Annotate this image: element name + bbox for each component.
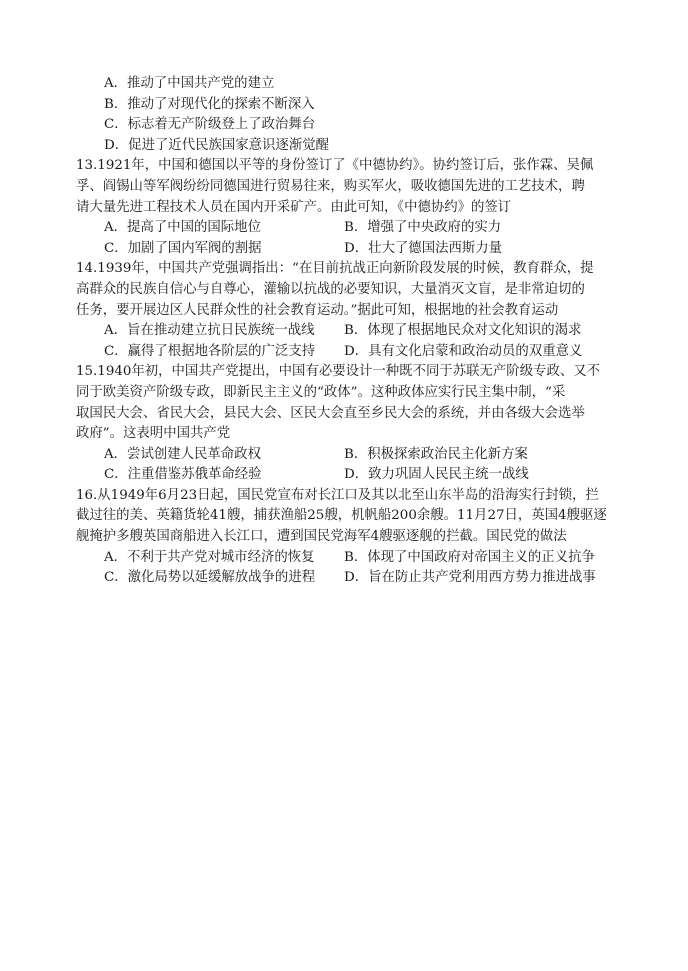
question-stem-line (0, 404, 688, 425)
question-stem-line (0, 301, 688, 322)
option-row (0, 342, 688, 363)
question-stem-line (0, 486, 688, 507)
option-text: B．推动了对现代化的探索不断深入 (104, 96, 315, 112)
option-b: B．体现了根据地民众对文化知识的渴求 (344, 323, 582, 339)
question-stem-line (0, 177, 688, 198)
question-stem-line (0, 280, 688, 301)
stem-text: 舰掩护多艘英国商船进入长江口，遭到国民党海军4艘驱逐舰的拦截。国民党的做法 (76, 529, 567, 545)
option-row (0, 445, 688, 466)
option-text: D．促进了近代民族国家意识逐渐觉醒 (104, 137, 329, 153)
option-b: B．增强了中央政府的实力 (344, 220, 502, 236)
option-b: B．积极探索政治民主化新方案 (344, 446, 528, 462)
question-13 (0, 156, 688, 259)
stem-text: 同于欧美资产阶级专政，即新民主主义的“政体”。这种政体应实行民主集中制，“采 (76, 384, 566, 400)
stem-text: 孚、阎锡山等军阀纷纷同德国进行贸易往来，购买军火，吸收德国先进的工艺技术，聘 (76, 178, 585, 194)
option-row (0, 218, 688, 239)
question-stem-line (0, 156, 688, 177)
exam-content (0, 74, 688, 589)
stem-text: 请大量先进工程技术人员在国内开采矿产。由此可知，《中德协约》的签订 (76, 199, 512, 215)
q12-option-b (0, 95, 688, 116)
question-stem-line (0, 383, 688, 404)
stem-text: 15.1940年初，中国共产党提出，中国有必要设计一种既不同于苏联无产阶级专政、又不 (76, 364, 601, 380)
stem-text: 取国民大会、省民大会，县民大会、区民大会直至乡民大会的系统，并由各级大会选举 (76, 405, 585, 421)
option-b: B．体现了中国政府对帝国主义的正义抗争 (344, 549, 595, 565)
option-row (0, 548, 688, 569)
question-14 (0, 259, 688, 362)
option-row (0, 568, 688, 589)
question-stem-line (0, 506, 688, 527)
question-stem-line (0, 259, 688, 280)
option-c: C．注重借鉴苏俄革命经验 (104, 467, 262, 483)
option-d: D．致力巩固人民民主统一战线 (344, 467, 529, 483)
option-a: A．不利于共产党对城市经济的恢复 (104, 549, 315, 565)
option-text: A．推动了中国共产党的建立 (104, 76, 275, 91)
option-c: C．加剧了国内军阀的割据 (104, 240, 262, 256)
option-row (0, 239, 688, 260)
question-15 (0, 362, 688, 486)
q12-option-d (0, 136, 688, 157)
option-row (0, 465, 688, 486)
option-d: D．具有文化启蒙和政治动员的双重意义 (344, 343, 583, 359)
stem-text: 高群众的民族自信心与自尊心，灌输以抗战的必要知识，大量消灭文盲，是非常迫切的 (76, 281, 585, 297)
option-c: C．赢得了根据地各阶层的广泛支持 (104, 343, 316, 359)
stem-text: 截过往的美、英籍货轮41艘，捕获渔船25艘，机帆船200余艘。11月27日，英国4艘驱逐 (76, 508, 607, 524)
stem-text: 任务，要开展边区人民群众性的社会教育运动。”据此可知，根据地的社会教育运动 (76, 302, 559, 318)
option-text: C．标志着无产阶级登上了政治舞台 (104, 117, 316, 133)
option-c: C．激化局势以延缓解放战争的进程 (104, 570, 316, 586)
question-stem-line (0, 362, 688, 383)
stem-text: 16.从1949年6月23日起，国民党宣布对长江口及其以北至山东半岛的沿海实行封锁，拦 (76, 487, 599, 503)
q12-option-a (0, 74, 688, 95)
option-a: A．提高了中国的国际地位 (104, 220, 261, 236)
stem-text: 政府”。这表明中国共产党 (76, 426, 231, 442)
option-d: D．旨在防止共产党利用西方势力推进战事 (344, 570, 596, 586)
question-stem-line (0, 424, 688, 445)
option-a: A．旨在推动建立抗日民族统一战线 (104, 323, 315, 339)
option-row (0, 321, 688, 342)
option-a: A．尝试创建人民革命政权 (104, 446, 261, 462)
question-stem-line (0, 527, 688, 548)
option-d: D．壮大了德国法西斯力量 (344, 240, 503, 256)
q12-option-c (0, 115, 688, 136)
stem-text: 14.1939年，中国共产党强调指出：“在目前抗战正向新阶段发展的时候，教育群众，提 (76, 261, 594, 277)
question-stem-line (0, 198, 688, 219)
question-16 (0, 486, 688, 589)
stem-text: 13.1921年，中国和德国以平等的身份签订了《中德协约》。协约签订后，张作霖、吴佩 (76, 158, 594, 174)
